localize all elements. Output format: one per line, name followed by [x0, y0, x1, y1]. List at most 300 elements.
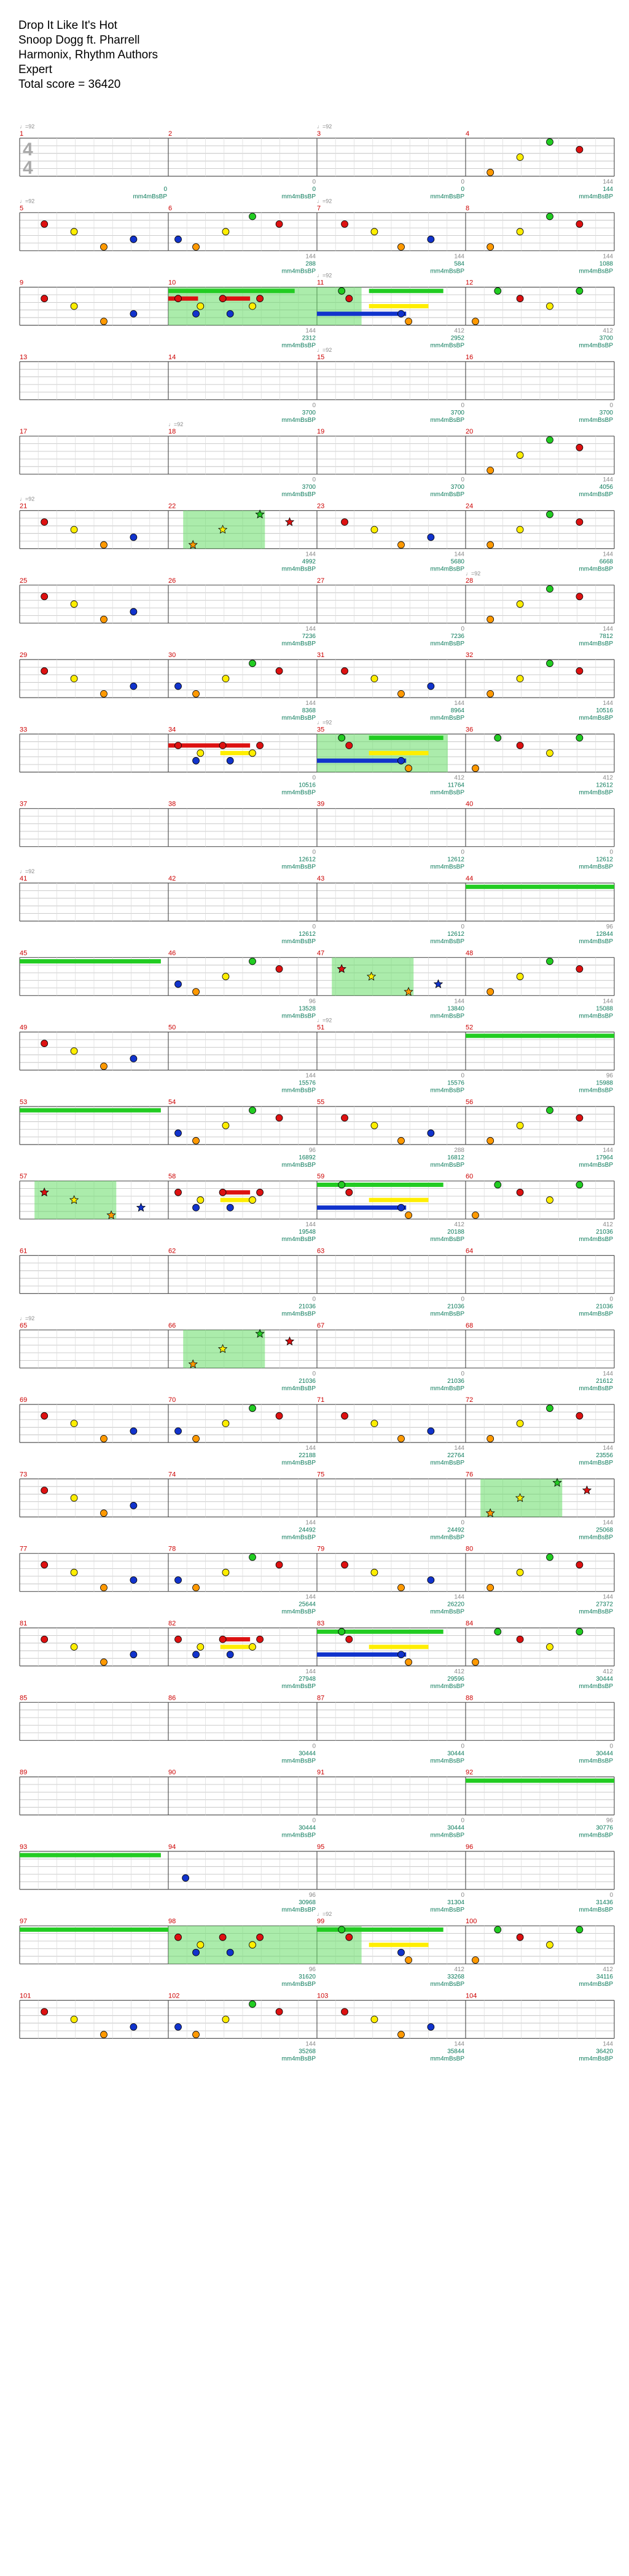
note-gem-icon — [101, 2031, 107, 2038]
note-gem-icon — [517, 973, 523, 980]
measure-number: 8 — [466, 204, 470, 212]
measure-score: 31304 — [447, 1899, 464, 1906]
note-gem-icon — [517, 1189, 523, 1196]
measure-number: 66 — [168, 1321, 176, 1329]
measure-note-count: 144 — [305, 1445, 316, 1452]
note-gem-icon — [130, 1502, 137, 1509]
multiplier-label: mm4mBsBP — [430, 416, 464, 424]
measure-number: 18 — [168, 428, 176, 436]
note-gem-icon — [130, 534, 137, 540]
measure-note-count: 144 — [603, 551, 613, 558]
star-gem-icon — [286, 518, 294, 526]
note-gem-icon — [398, 1651, 405, 1658]
measure-note-count: 0 — [461, 1072, 464, 1080]
multiplier-label: mm4mBsBP — [579, 1385, 613, 1392]
measure-number: 92 — [466, 1769, 474, 1776]
multiplier-label: mm4mBsBP — [579, 1906, 613, 1913]
measure-number: 61 — [20, 1247, 28, 1255]
measure-number: 97 — [20, 1918, 28, 1926]
note-gem-icon — [276, 1412, 283, 1419]
note-gem-icon — [257, 1636, 264, 1643]
note-gem-icon — [576, 1412, 583, 1419]
measure-number: 16 — [466, 353, 474, 361]
note-gem-icon — [405, 765, 412, 772]
note-gem-icon — [576, 1926, 583, 1933]
song-authors: Harmonix, Rhythm Authors — [18, 49, 158, 61]
note-gem-icon — [346, 1934, 353, 1940]
note-gem-icon — [249, 660, 256, 667]
measure-note-count: 412 — [454, 1668, 464, 1675]
note-gem-icon — [249, 2001, 256, 2007]
measure-score: 12844 — [596, 931, 613, 938]
note-gem-icon — [398, 757, 405, 764]
measure-note-count: 144 — [305, 1593, 316, 1601]
measure-note-count: 0 — [461, 179, 464, 185]
note-gem-icon — [101, 1659, 107, 1665]
note-gem-icon — [193, 690, 200, 697]
note-gem-icon — [41, 667, 48, 674]
note-gem-icon — [487, 467, 494, 474]
note-gem-icon — [101, 1063, 107, 1070]
measure-note-count: 0 — [461, 625, 464, 632]
multiplier-label: mm4mBsBP — [579, 715, 613, 722]
multiplier-label: mm4mBsBP — [281, 1608, 316, 1616]
multiplier-label: mm4mBsBP — [430, 1906, 464, 1913]
note-gem-icon — [249, 1405, 256, 1412]
measure-note-count: 144 — [454, 700, 464, 707]
measure-note-count: 144 — [454, 998, 464, 1005]
multiplier-label: mm4mBsBP — [579, 640, 613, 647]
note-gem-icon — [576, 220, 583, 227]
tempo-marker: ♩=92 — [466, 570, 481, 577]
measure-note-count: 144 — [603, 998, 613, 1005]
note-gem-icon — [428, 236, 434, 243]
measure-score: 17964 — [596, 1154, 613, 1161]
measure-score: 3700 — [302, 409, 316, 416]
measure-note-count: 0 — [312, 1817, 316, 1824]
measure-score: 35268 — [299, 2048, 316, 2055]
note-gem-icon — [487, 169, 494, 176]
note-gem-icon — [222, 973, 229, 980]
tempo-marker: ♩=92 — [317, 198, 332, 204]
measure-number: 6 — [168, 204, 173, 212]
multiplier-label: mm4mBsBP — [281, 2055, 316, 2063]
note-gem-icon — [547, 1107, 553, 1114]
measure-number: 64 — [466, 1247, 474, 1255]
measure-note-count: 144 — [305, 2041, 316, 2048]
measure-score: 21036 — [299, 1377, 316, 1385]
measure-score: 21036 — [447, 1303, 464, 1310]
measure-number: 53 — [20, 1098, 28, 1106]
measure-note-count: 412 — [603, 327, 613, 335]
note-gem-icon — [175, 236, 182, 243]
measure-score: 22188 — [299, 1452, 316, 1460]
note-gem-icon — [175, 1636, 182, 1643]
measure-note-count: 0 — [312, 1370, 316, 1377]
multiplier-label: mm4mBsBP — [579, 789, 613, 796]
measure-number: 34 — [168, 726, 176, 734]
note-gem-icon — [175, 1189, 182, 1196]
measure-note-count: 288 — [454, 1146, 464, 1154]
note-gem-icon — [547, 750, 553, 757]
note-gem-icon — [517, 675, 523, 682]
measure-score: 12612 — [596, 782, 613, 789]
measure-number: 68 — [466, 1321, 474, 1329]
measure-note-count: 144 — [603, 2041, 613, 2048]
note-gem-icon — [101, 1510, 107, 1517]
note-gem-icon — [487, 616, 494, 623]
note-gem-icon — [130, 236, 137, 243]
note-gem-icon — [257, 1934, 264, 1940]
measure-number: 24 — [466, 502, 474, 510]
multiplier-label: mm4mBsBP — [579, 1832, 613, 1839]
note-gem-icon — [227, 1204, 233, 1211]
measure-score: 15576 — [447, 1080, 464, 1087]
note-gem-icon — [547, 1942, 553, 1948]
sustain-bar — [20, 1853, 161, 1858]
note-gem-icon — [405, 1212, 412, 1219]
measure-score: 3700 — [302, 484, 316, 491]
note-gem-icon — [472, 765, 479, 772]
note-gem-icon — [276, 220, 283, 227]
note-gem-icon — [342, 1115, 348, 1121]
measure-number: 41 — [20, 875, 28, 882]
tempo-marker: ♩=92 — [317, 1017, 332, 1024]
measure-number: 17 — [20, 428, 28, 436]
note-gem-icon — [517, 1934, 523, 1940]
measure-number: 60 — [466, 1173, 474, 1181]
note-gem-icon — [71, 1048, 77, 1054]
measure-score: 16892 — [299, 1154, 316, 1161]
measure-score: 30444 — [596, 1750, 613, 1757]
note-gem-icon — [257, 742, 264, 749]
star-gem-icon — [434, 980, 442, 988]
sustain-bar — [221, 1198, 250, 1202]
staff-row — [20, 585, 614, 623]
tempo-marker: ♩=92 — [20, 1315, 35, 1321]
measure-score: 12612 — [299, 856, 316, 863]
measure-number: 42 — [168, 875, 176, 882]
note-gem-icon — [547, 139, 553, 146]
note-gem-icon — [398, 244, 405, 251]
measure-number: 63 — [317, 1247, 325, 1255]
multiplier-label: mm4mBsBP — [430, 2055, 464, 2063]
note-gem-icon — [517, 1569, 523, 1576]
note-gem-icon — [101, 1435, 107, 1442]
note-gem-icon — [222, 675, 229, 682]
measure-note-count: 412 — [603, 1966, 613, 1974]
measure-number: 98 — [168, 1918, 176, 1926]
note-gem-icon — [338, 734, 345, 741]
multiplier-label: mm4mBsBP — [281, 1683, 316, 1690]
measure-number: 46 — [168, 949, 176, 957]
measure-number: 55 — [317, 1098, 325, 1106]
measure-number: 48 — [466, 949, 474, 957]
measure-score: 15576 — [299, 1080, 316, 1087]
note-gem-icon — [487, 1584, 494, 1591]
multiplier-label: mm4mBsBP — [430, 1310, 464, 1318]
note-gem-icon — [193, 1949, 200, 1956]
note-gem-icon — [71, 1644, 77, 1651]
measure-note-count: 144 — [305, 1668, 316, 1675]
measure-score: 10516 — [299, 782, 316, 789]
measure-number: 19 — [317, 428, 325, 436]
measure-note-count: 96 — [308, 1891, 316, 1899]
measure-note-count: 144 — [305, 551, 316, 558]
measure-score: 30776 — [596, 1824, 613, 1832]
note-gem-icon — [405, 1659, 412, 1665]
measure-note-count: 412 — [454, 1966, 464, 1974]
measure-note-count: 144 — [603, 1519, 613, 1527]
note-gem-icon — [193, 244, 200, 251]
note-gem-icon — [371, 1122, 378, 1129]
note-gem-icon — [428, 1428, 434, 1434]
measure-number: 80 — [466, 1545, 474, 1553]
multiplier-label: mm4mBsBP — [430, 1832, 464, 1839]
note-gem-icon — [428, 2023, 434, 2030]
measure-score: 30444 — [299, 1750, 316, 1757]
measure-number: 77 — [20, 1545, 28, 1553]
measure-number: 103 — [317, 1992, 329, 2000]
note-gem-icon — [249, 1554, 256, 1560]
measure-number: 50 — [168, 1024, 176, 1032]
measure-number: 89 — [20, 1769, 28, 1776]
measure-note-count: 0 — [461, 477, 464, 484]
measure-number: 22 — [168, 502, 176, 510]
note-gem-icon — [193, 1651, 200, 1658]
note-gem-icon — [130, 683, 137, 690]
measure-number: 26 — [168, 577, 176, 585]
measure-number: 40 — [466, 800, 474, 808]
measure-note-count: 144 — [603, 1445, 613, 1452]
measure-number: 28 — [466, 577, 474, 585]
measure-number: 91 — [317, 1769, 325, 1776]
measure-note-count: 0 — [312, 774, 316, 782]
multiplier-label: mm4mBsBP — [579, 1757, 613, 1765]
note-gem-icon — [576, 519, 583, 526]
measure-number: 82 — [168, 1620, 176, 1627]
measure-number: 87 — [317, 1694, 325, 1702]
tempo-marker: ♩=92 — [168, 421, 184, 428]
note-gem-icon — [371, 526, 378, 533]
sustain-bar — [466, 885, 614, 889]
note-gem-icon — [197, 1942, 204, 1948]
measure-note-count: 0 — [461, 1743, 464, 1750]
note-gem-icon — [197, 750, 204, 757]
tempo-marker: ♩=92 — [317, 1911, 332, 1918]
note-gem-icon — [547, 213, 553, 220]
measure-note-count: 412 — [603, 1668, 613, 1675]
sustain-bar — [20, 959, 161, 963]
note-gem-icon — [428, 1577, 434, 1584]
measure-number: 51 — [317, 1024, 325, 1032]
measure-note-count: 0 — [609, 849, 613, 856]
note-gem-icon — [276, 1115, 283, 1121]
measure-note-count: 144 — [454, 2041, 464, 2048]
measure-score: 21036 — [596, 1303, 613, 1310]
measure-note-count: 144 — [305, 1221, 316, 1229]
multiplier-label: mm4mBsBP — [281, 715, 316, 722]
note-gem-icon — [249, 1942, 256, 1948]
measure-score: 34116 — [596, 1974, 613, 1981]
note-gem-icon — [342, 667, 348, 674]
measure-note-count: 0 — [609, 1296, 613, 1303]
note-gem-icon — [547, 660, 553, 667]
measure-number: 99 — [317, 1918, 325, 1926]
measure-note-count: 144 — [454, 253, 464, 260]
measure-score: 30444 — [447, 1750, 464, 1757]
sustain-bar — [168, 297, 198, 301]
measure-number: 38 — [168, 800, 176, 808]
measure-note-count: 144 — [305, 700, 316, 707]
measure-number: 100 — [466, 1918, 477, 1926]
note-gem-icon — [249, 1197, 256, 1204]
measure-note-count: 0 — [312, 849, 316, 856]
multiplier-label: mm4mBsBP — [579, 2055, 613, 2063]
multiplier-label: mm4mBsBP — [430, 566, 464, 573]
measure-score: 12612 — [299, 931, 316, 938]
note-gem-icon — [41, 295, 48, 302]
measure-number: 9 — [20, 279, 24, 287]
multiplier-label: mm4mBsBP — [281, 268, 316, 275]
note-gem-icon — [428, 1130, 434, 1137]
note-gem-icon — [342, 1412, 348, 1419]
measure-number: 36 — [466, 726, 474, 734]
note-gem-icon — [576, 287, 583, 294]
measure-score: 2312 — [302, 335, 316, 342]
note-gem-icon — [41, 1636, 48, 1643]
note-gem-icon — [472, 1659, 479, 1665]
note-gem-icon — [130, 609, 137, 615]
measure-score: 288 — [305, 260, 316, 268]
measure-note-count: 144 — [305, 253, 316, 260]
tempo-marker: ♩=92 — [20, 123, 35, 130]
note-gem-icon — [175, 1428, 182, 1434]
measure-number: 78 — [168, 1545, 176, 1553]
measure-score: 8964 — [450, 707, 464, 715]
note-gem-icon — [257, 295, 264, 302]
multiplier-label: mm4mBsBP — [281, 1385, 316, 1392]
measure-number: 52 — [466, 1024, 474, 1032]
note-gem-icon — [472, 1957, 479, 1964]
measure-number: 14 — [168, 353, 176, 361]
note-gem-icon — [222, 1420, 229, 1427]
note-gem-icon — [371, 675, 378, 682]
note-gem-icon — [547, 1644, 553, 1651]
note-gem-icon — [222, 228, 229, 235]
sustain-bar — [369, 304, 429, 308]
note-gem-icon — [175, 295, 182, 302]
note-gem-icon — [517, 601, 523, 607]
note-gem-icon — [101, 616, 107, 623]
time-signature-top: 4 — [23, 139, 33, 160]
measure-note-count: 96 — [606, 1817, 613, 1824]
measure-score: 30444 — [299, 1824, 316, 1832]
multiplier-label: mm4mBsBP — [430, 1757, 464, 1765]
measure-number: 72 — [466, 1396, 474, 1404]
measure-note-count: 144 — [603, 1593, 613, 1601]
measure-number: 25 — [20, 577, 28, 585]
measure-score: 3700 — [450, 484, 464, 491]
measure-number: 104 — [466, 1992, 477, 2000]
multiplier-label: mm4mBsBP — [430, 938, 464, 945]
note-gem-icon — [71, 601, 77, 607]
tempo-marker: ♩=92 — [317, 346, 332, 353]
note-gem-icon — [193, 757, 200, 764]
note-gem-icon — [276, 1562, 283, 1568]
multiplier-label: mm4mBsBP — [133, 193, 167, 200]
measure-score: 29596 — [447, 1676, 464, 1683]
measure-score: 144 — [603, 186, 613, 193]
note-gem-icon — [494, 1926, 501, 1933]
measure-note-count: 412 — [603, 774, 613, 782]
measure-score: 3700 — [599, 409, 613, 416]
measure-note-count: 0 — [461, 1817, 464, 1824]
measure-score: 24492 — [299, 1527, 316, 1534]
note-gem-icon — [71, 526, 77, 533]
measure-score: 24492 — [447, 1527, 464, 1534]
note-gem-icon — [405, 318, 412, 325]
note-gem-icon — [547, 958, 553, 965]
note-gem-icon — [41, 1040, 48, 1047]
tempo-marker: ♩=92 — [20, 868, 35, 874]
measure-score: 27948 — [299, 1676, 316, 1683]
measure-score: 6668 — [599, 558, 613, 566]
measure-score: 21036 — [596, 1229, 613, 1236]
measure-note-count: 144 — [454, 551, 464, 558]
note-gem-icon — [71, 1495, 77, 1501]
measure-score: 12612 — [447, 856, 464, 863]
note-gem-icon — [227, 1651, 233, 1658]
staff-row — [20, 362, 614, 400]
measure-number: 71 — [317, 1396, 325, 1404]
measure-score: 30444 — [596, 1676, 613, 1683]
note-gem-icon — [428, 534, 434, 540]
note-gem-icon — [576, 1115, 583, 1121]
measure-number: 102 — [168, 1992, 180, 2000]
measure-number: 90 — [168, 1769, 176, 1776]
multiplier-label: mm4mBsBP — [579, 491, 613, 499]
multiplier-label: mm4mBsBP — [281, 789, 316, 796]
sustain-bar — [369, 751, 429, 755]
multiplier-label: mm4mBsBP — [579, 863, 613, 871]
multiplier-label: mm4mBsBP — [430, 1385, 464, 1392]
measure-score: 35844 — [447, 2048, 464, 2055]
song-difficulty: Expert — [18, 63, 52, 76]
note-gem-icon — [71, 1420, 77, 1427]
measure-score: 7812 — [599, 632, 613, 640]
note-gem-icon — [346, 1189, 353, 1196]
sustain-bar — [317, 1630, 443, 1634]
note-gem-icon — [193, 311, 200, 317]
note-gem-icon — [547, 511, 553, 518]
measure-number: 39 — [317, 800, 325, 808]
multiplier-label: mm4mBsBP — [281, 863, 316, 871]
measure-number: 35 — [317, 726, 325, 734]
staff-row — [20, 436, 614, 474]
measure-number: 32 — [466, 652, 474, 660]
note-gem-icon — [219, 1189, 226, 1196]
note-gem-icon — [130, 2023, 137, 2030]
measure-score: 26220 — [447, 1601, 464, 1608]
note-gem-icon — [547, 1554, 553, 1560]
note-gem-icon — [338, 1926, 345, 1933]
note-gem-icon — [576, 444, 583, 451]
measure-note-count: 0 — [609, 1891, 613, 1899]
multiplier-label: mm4mBsBP — [430, 1087, 464, 1094]
sustain-bar — [317, 1652, 406, 1657]
measure-number: 85 — [20, 1694, 28, 1702]
